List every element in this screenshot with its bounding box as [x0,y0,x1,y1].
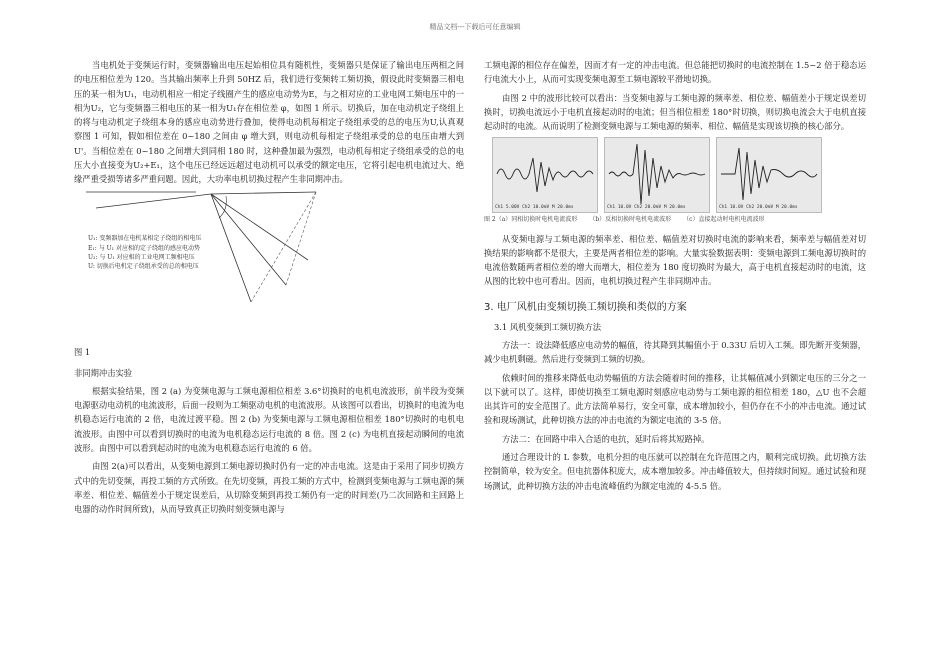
legend-line: U: 切换后电机定子绕组承受的总的相电压 [88,263,199,271]
scope-a [492,137,598,213]
paragraph-continued: 工频电源的相位存在偏差，因而才有一定的冲击电流。但总能把切换时的电流控制在 1.5~2 倍于稳态运行电流大小上，从而可实现变频电源至工频电源较平滑地切换。 [484,60,866,85]
paragraph-conclusion: 从变频电源与工频电源的频率差、相位差、幅值差对切换时电流的影响来看，频率差与幅值差对切换结果的影响都不是很大，主要是两者相位差的影响。大量实验数据表明：变频电源到工频电源切换时的电流倍数随两者相位差的增大而增大，相位差为 180 度切换时为最大，高于电机直接起动时的电流，这从图的比较中也可看出。因而，电机切换过程产生非同期冲击。 [484,233,866,287]
caption-b: （b）反相切换时电机电流波形 [589,216,672,224]
caption-a: 图 2（a）同相切换时电机电流波形 [484,216,578,224]
scope-a-footer: Ch1 5.00V Ch2 10.0mV M 20.0ms [495,204,574,210]
paragraph-analysis: 由图 2(a)可以看出，从变频电源到工频电源切换时仍有一定的冲击电流。这是由于采用了同步切换方式中的先切变频，再投工频的方式所致。在先切变频，再投工频的方式中，检测到变频电源与工频电源的频率差、相位差、幅值差小于规定误差后，从切除变频到再投工频仍有一定的时间差(乃二次回路和主回路上电器的动作时间所致)，从而导致真正切换时刻变频电源与 [74,461,464,515]
watermark: 精品文档---下载后可任意编辑 [429,23,521,31]
right-column [484,58,866,497]
paragraph-waveform-compare: 由图 2 中的波形比较可以看出：当变频电源与工频电源的频率差、相位差、幅值差小于规定误差切换时，切换电流远小于电机直接起动时的电流；但当相位相差 180°时切换，则切换电流会大于电机直接起动时的电流。从而说明了检测变频电源与工频电源的频率、相位、幅值是实现该切换的核心部分。 [484,92,866,132]
phase-arc [219,196,226,218]
scope-c [716,137,822,213]
paragraph-method-2-detail: 通过合理设计的 L 参数，电机分担的电压就可以控制在允许范围之内，顺利完成切换。此切换方法控制简单，较为安全。但电抗器体积庞大，成本增加较多。冲击峰值较大，但持续时间短。通过试验和现场测试，此种切换方法的冲击电流峰值约为额定电流的 4-5.5 倍。 [484,452,866,491]
figure-2-scopes [492,137,866,213]
paragraph-method-1: 方法一：设法降低感应电动势的幅值，待其降到其幅值小于 0.33U 后切入工频。即先断开变频器，减少电机剩磁。然后进行变频到工频的切换。 [484,340,866,365]
scope-b [604,137,710,213]
scope-c-footer: Ch1 10.0V Ch2 20.0mV M 20.0ms [719,204,798,210]
legend-line: E₁: 与 U₁ 对应相的定子绕组的感应电动势 [88,244,200,252]
phasor-u2 [211,194,286,285]
paragraph-method-1-detail: 依赖时间的推移来降低电动势幅值的方法会随着时间的推移，让其幅值减小到额定电压的三分之一以下就可以了。这样，即使切换至工频电源时刻感应电动势与工频电源的相位相差 180，△U 也不会超出其许可的安全范围了。此方法简单易行，安全可靠，成本增加较小，但仍存在不小的冲击电流。通过试验和现场测试，此种切换方法的冲击电流约为额定电流的 3-5 倍。 [484,372,866,426]
figure-1-legend [88,234,201,271]
subheading-experiment: 非同期冲击实验 [74,367,133,378]
waveform-b [605,138,709,212]
phasor-e1 [96,194,211,208]
figure-1-label: 图 1 [74,347,91,358]
waveform-a [493,138,597,212]
caption-c: （c）直接起动时电机电流波形 [683,216,765,224]
waveform-c [717,138,821,212]
paragraph-method-2: 方法二：在回路中串入合适的电抗，延时后将其短路掉。 [502,433,710,444]
phasor-u1 [211,192,316,194]
legend-line: U₂: 与 U₁ 对应相的工业电网工频相电压 [88,253,195,261]
phasor-u-prime [211,194,308,260]
paragraph-intro: 当电机处于变频运行时，变频器输出电压起始相位具有随机性，变频器只是保证了输出电压两相之间的电压相位差为 120。当其输出频率上升到 50HZ 后，我们进行变频转工频切换，假设此时变频器三相电压的某一相为U₁，电动机相应一相定子线圈产生的感应电动势为E，与之相对应的工业电网工频电压中的一相为U₂，它与变频器三相电压的某一相为U₁存在相位差 φ，如图 1 所示。切换后，加在电动机定子绕组上的将与电动机定子绕组本身的感应电动势进行叠加，使得电动机每相定子绕组承受的总的电压为U,认真观察图 1 可知，假如相位差在 0~180 之间由 φ 增大到，则电动机每相定子绕组承受的总的电压由增大到U'。当相位差在 0~180 之间增大到同相 180 时，这种叠加最为强烈，电动机每相定子绕组承受的总的电压大小直接变为U₂+E₁，这个电压已经远远超过电动机可以承受的额定电压，它将引起电机电流过大、绝缘严重受损等诸多严重问题。因此，大功率电机切换过程产生非同期冲击。 [74,60,464,185]
dashed-line-1 [286,192,316,285]
figure-2-captions [484,215,866,225]
section-3-title: 3. 电厂风机由变频切换工频切换和类似的方案 [484,301,687,313]
left-column [74,58,464,520]
paragraph-experiment: 根据实验结果，图 2 (a) 为变频电源与工频电源相位相差 3.6°切换时的电机电流波形，前半段为变频电源驱动电动机的电流波形，后面一段则为工频驱动电机的电流波形。从该图可以看出，切换时的电流为电机稳态运行电流的 2 倍，电流过渡平稳。图 2 (b) 为变频电源与工频电源相位相差 180°切换时的电机电流波形。由图中可以看到切换时的电流为电机稳态运行电流的 8 倍。图 2 (c) 为电机直接起动瞬间的电流波形。由图中可以看到起动时的电流为电机稳态运行电流的 6 倍。 [74,385,464,453]
figure-1-phasor-diagram [76,190,376,315]
subsection-3-1-title: 3.1 风机变频到工频切换方法 [494,321,602,332]
dashed-line-2 [251,192,316,302]
phasor-u [211,194,251,302]
scope-b-footer: Ch1 10.0V Ch2 20.0mV M 20.0ms [607,204,686,210]
legend-line: U₁: 变频器加在电机某相定子绕组的相电压 [88,235,202,243]
